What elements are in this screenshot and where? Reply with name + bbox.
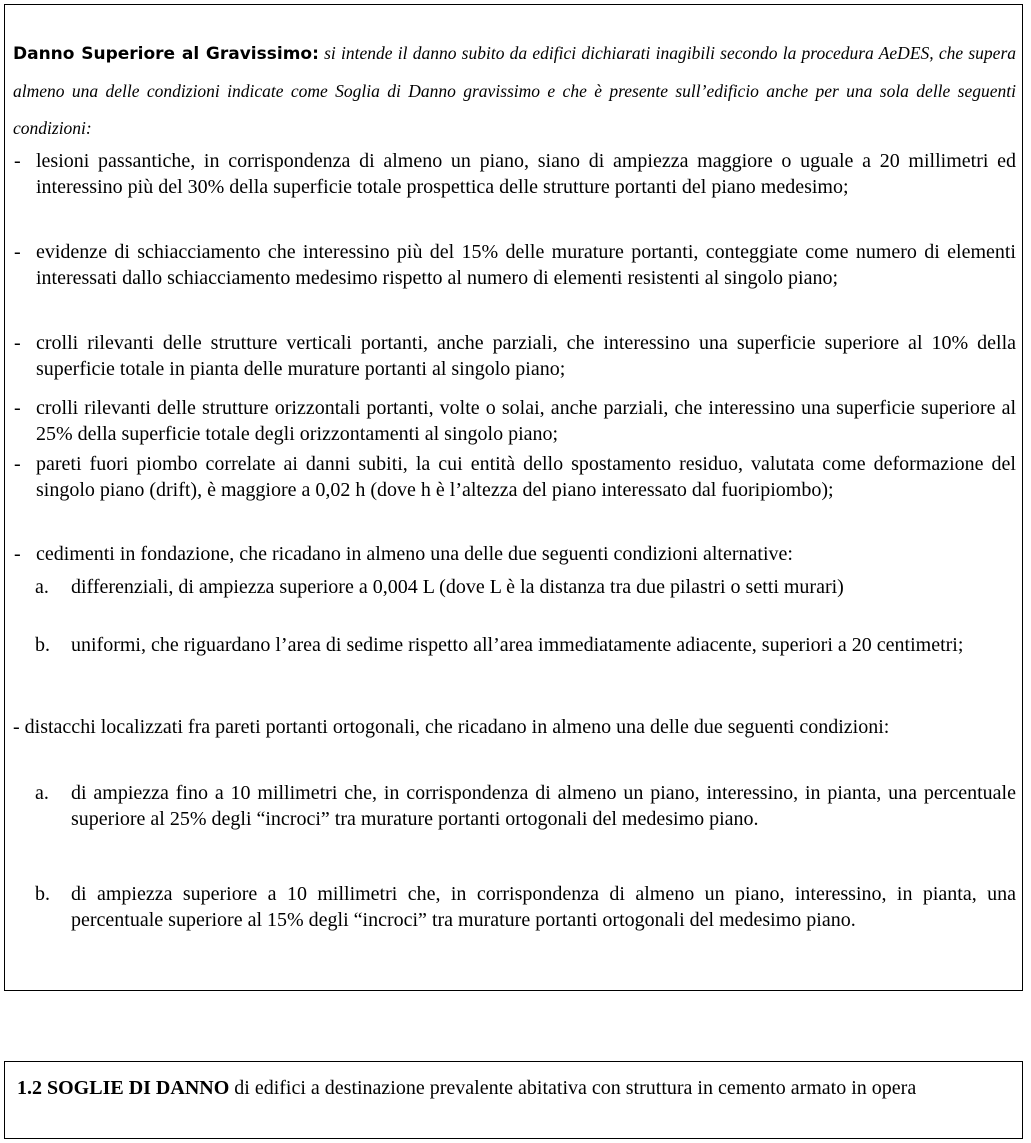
list-item-text: evidenze di schiacciamento che interessino più del 15% delle murature portanti, conteggiate come numero di elementi interessati dallo schiacciamento medesimo rispetto al numero di elementi resistenti al singolo piano; (36, 241, 1016, 289)
bullet-marker: - (14, 150, 21, 172)
sub-item-letter: b. (35, 883, 50, 905)
section-heading-box (4, 1061, 1023, 1139)
list-item-text: crolli rilevanti delle strutture orizzontali portanti, volte o solai, anche parziali, che interessino una superficie superiore al 25% della superficie totale degli orizzontamenti al singolo piano; (36, 397, 1016, 445)
list-item-text: pareti fuori piombo correlate ai danni subiti, la cui entità dello spostamento residuo, valutata come deformazione del singolo piano (drift), è maggiore a 0,02 h (dove h è l’altezza del piano interessato dal fuoripiombo); (36, 453, 1016, 501)
sub-item-text: differenziali, di ampiezza superiore a 0,004 L (dove L è la distanza tra due pilastri o setti murari) (71, 576, 844, 598)
section-heading (17, 1072, 984, 1105)
definition-body: si intende il danno subito da edifici dichiarati inagibili secondo la procedura AeDES, che supera almeno una delle condizioni indicate come Soglia di Danno gravissimo e che è presente sull’edificio anche per una sola delle seguenti condizioni: (13, 43, 1016, 138)
bullet-marker: - (14, 453, 21, 475)
sub-item-text: uniformi, che riguardano l’area di sedime rispetto all’area immediatamente adiacente, superiori a 20 centimetri; (71, 634, 964, 656)
definition-title: Danno Superiore al Gravissimo: (13, 44, 319, 64)
section-heading-rest: di edifici a destinazione prevalente abitativa con struttura in cemento armato in opera (229, 1077, 917, 1099)
sub-item-letter: a. (35, 576, 49, 598)
definition-paragraph (13, 35, 1016, 147)
list-item-text: cedimenti in fondazione, che ricadano in almeno una delle due seguenti condizioni alternative: (36, 543, 793, 565)
detachment-paragraph: - distacchi localizzati fra pareti portanti ortogonali, che ricadano in almeno una delle due seguenti condizioni: (13, 716, 890, 738)
list-item-text: crolli rilevanti delle strutture verticali portanti, anche parziali, che interessino una superficie superiore al 10% della superficie totale in pianta delle murature portanti al singolo piano; (36, 332, 1016, 380)
damage-definition-box (4, 4, 1023, 991)
bullet-marker: - (14, 543, 21, 565)
bullet-marker: - (14, 332, 21, 354)
bullet-marker: - (14, 241, 21, 263)
sub-item-letter: a. (35, 782, 49, 804)
sub-item-text: di ampiezza superiore a 10 millimetri che, in corrispondenza di almeno un piano, interessino, in pianta, una percentuale superiore al 15% degli “incroci” tra murature portanti ortogonali del medesimo piano. (71, 883, 1016, 931)
section-number-title: 1.2 SOGLIE DI DANNO (17, 1077, 230, 1099)
sub-item-text: di ampiezza fino a 10 millimetri che, in corrispondenza di almeno un piano, interessino, in pianta, una percentuale superiore al 25% degli “incroci” tra murature portanti ortogonali del medesimo piano. (71, 782, 1016, 830)
bullet-marker: - (14, 397, 21, 419)
list-item-text: lesioni passantiche, in corrispondenza di almeno un piano, siano di ampiezza maggiore o uguale a 20 millimetri ed interessino più del 30% della superficie totale prospettica delle strutture portanti del piano medesimo; (36, 150, 1016, 198)
sub-item-letter: b. (35, 634, 50, 656)
